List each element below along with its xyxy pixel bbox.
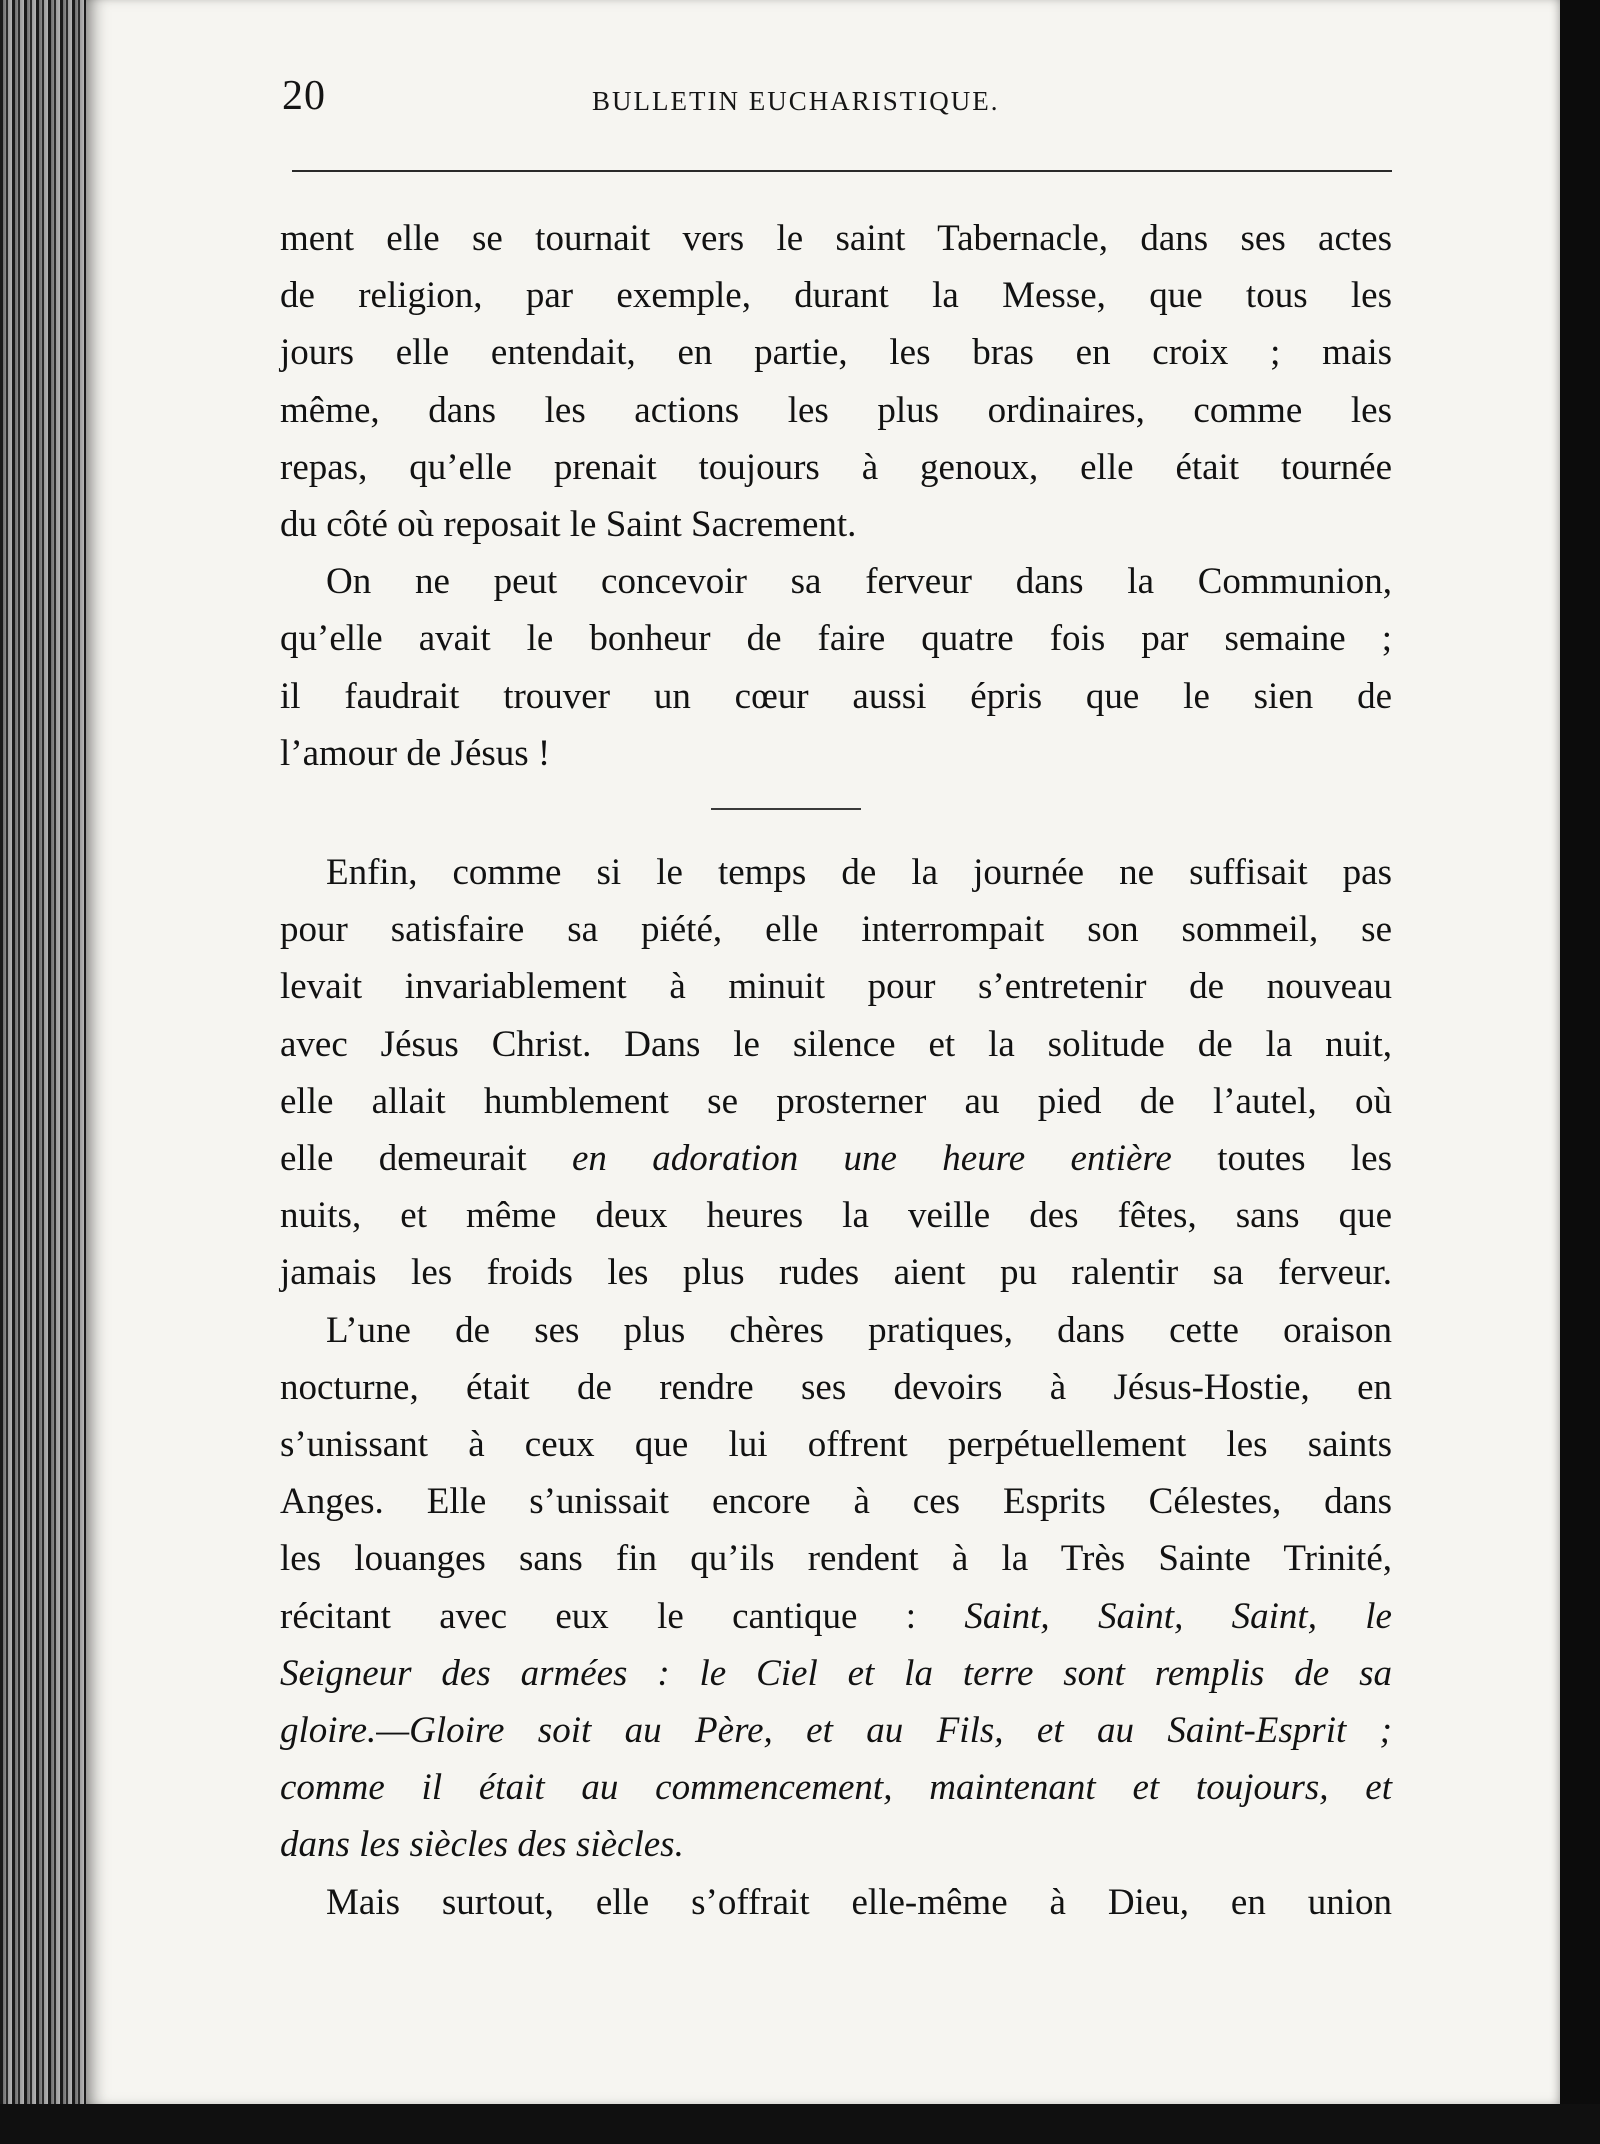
text-line-mixed bbox=[280, 1588, 1392, 1645]
paragraph-3 bbox=[280, 844, 1392, 1302]
text-line: les louanges sans fin qu’ils rendent à la Très Sainte Trinité, bbox=[280, 1538, 1392, 1580]
text-line: l’amour de Jésus ! bbox=[280, 732, 551, 774]
italic-emphasis: Saint, Saint, Saint, le bbox=[964, 1595, 1392, 1637]
text-line: nocturne, était de rendre ses devoirs à Jésus-Hostie, en bbox=[280, 1366, 1392, 1408]
text-line: de religion, par exemple, durant la Messe, que tous les bbox=[280, 275, 1392, 317]
text-line: levait invariablement à minuit pour s’entretenir de nouveau bbox=[280, 966, 1392, 1008]
body-text bbox=[280, 210, 1392, 1931]
text-line: On ne peut concevoir sa ferveur dans la Communion, bbox=[326, 561, 1392, 603]
text-line: Anges. Elle s’unissait encore à ces Esprits Célestes, dans bbox=[280, 1481, 1392, 1523]
text-run: toutes les bbox=[1171, 1138, 1393, 1180]
text-line: Enfin, comme si le temps de la journée ne suffisait pas bbox=[326, 852, 1392, 894]
page-number: 20 bbox=[282, 73, 326, 119]
italic-line: gloire.—Gloire soit au Père, et au Fils, et au Saint-Esprit ; bbox=[280, 1710, 1392, 1752]
paragraph-1 bbox=[280, 210, 1392, 553]
page-header bbox=[282, 72, 1396, 132]
text-line: Mais surtout, elle s’offrait elle-même à Dieu, en union bbox=[326, 1881, 1392, 1923]
text-line-mixed bbox=[280, 1130, 1392, 1187]
text-run: elle demeurait bbox=[280, 1138, 572, 1180]
running-title: BULLETIN EUCHARISTIQUE. bbox=[592, 86, 1000, 116]
header-rule bbox=[292, 170, 1392, 172]
italic-line: comme il était au commencement, maintenant et toujours, et bbox=[280, 1767, 1392, 1809]
text-line: repas, qu’elle prenait toujours à genoux, elle était tournée bbox=[280, 446, 1392, 488]
text-line: pour satisfaire sa piété, elle interrompait son sommeil, se bbox=[280, 909, 1392, 951]
text-line: s’unissant à ceux que lui offrent perpétuellement les saints bbox=[280, 1424, 1392, 1466]
text-line: jamais les froids les plus rudes aient pu ralentir sa ferveur. bbox=[280, 1252, 1392, 1294]
text-line: du côté où reposait le Saint Sacrement. bbox=[280, 504, 857, 546]
text-line: nuits, et même deux heures la veille des fêtes, sans que bbox=[280, 1195, 1392, 1237]
italic-emphasis: en adoration une heure entière bbox=[572, 1138, 1172, 1180]
paragraph-5 bbox=[280, 1874, 1392, 1931]
text-line: ment elle se tournait vers le saint Tabernacle, dans ses actes bbox=[280, 218, 1392, 259]
scan-border-bottom bbox=[0, 2104, 1600, 2144]
text-line: il faudrait trouver un cœur aussi épris que le sien de bbox=[280, 675, 1392, 717]
text-line: L’une de ses plus chères pratiques, dans cette oraison bbox=[326, 1309, 1392, 1351]
text-line: elle allait humblement se prosterner au pied de l’autel, où bbox=[280, 1080, 1392, 1122]
italic-line: dans les siècles des siècles. bbox=[280, 1824, 684, 1866]
section-separator-rule bbox=[711, 808, 861, 810]
text-line: avec Jésus Christ. Dans le silence et la solitude de la nuit, bbox=[280, 1023, 1392, 1065]
text-line: qu’elle avait le bonheur de faire quatre fois par semaine ; bbox=[280, 618, 1392, 660]
scan-border-right bbox=[1560, 0, 1600, 2144]
paragraph-4 bbox=[280, 1302, 1392, 1874]
italic-line: Seigneur des armées : le Ciel et la terre sont remplis de sa bbox=[280, 1652, 1392, 1694]
text-line: jours elle entendait, en partie, les bras en croix ; mais bbox=[280, 332, 1392, 374]
paragraph-2 bbox=[280, 553, 1392, 782]
text-line: même, dans les actions les plus ordinaires, comme les bbox=[280, 389, 1392, 431]
text-run: récitant avec eux le cantique : bbox=[280, 1595, 965, 1637]
book-page-edges bbox=[0, 0, 92, 2144]
